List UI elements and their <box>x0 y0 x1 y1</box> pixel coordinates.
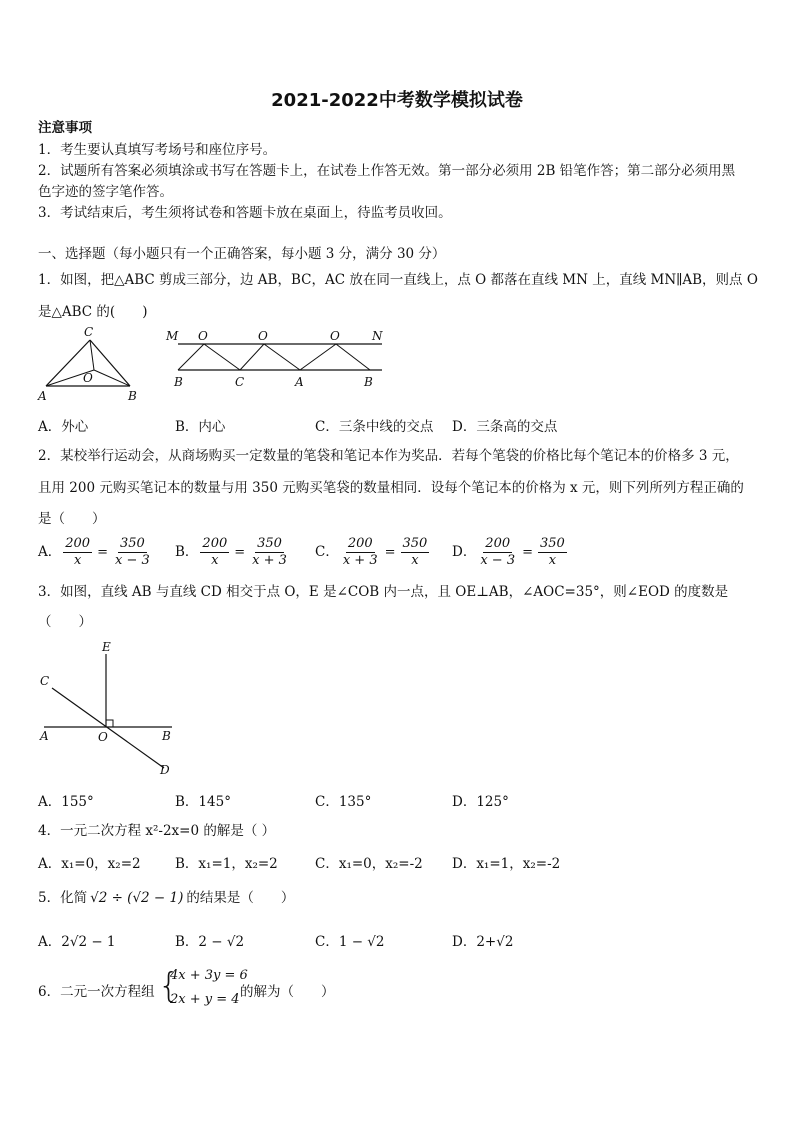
label-O: O <box>258 329 268 343</box>
question-1-line2: 是△ABC 的( ) <box>38 304 148 320</box>
label-E: E <box>102 640 111 654</box>
question-2-line1: 2．某校举行运动会，从商场购买一定数量的笔袋和笔记本作为奖品．若每个笔袋的价格比每个笔记本的价格多 3 元， <box>38 448 739 464</box>
math-expression: √2 ÷ (√2 − 1) <box>90 890 184 906</box>
question-5: 5．化简 √2 ÷ (√2 − 1) 的结果是（ ） <box>38 890 295 906</box>
line-figure <box>160 324 400 392</box>
option-d: D． $\frac{200}{x - 3}$ = $\frac{350}{x}$ <box>452 536 565 568</box>
question-6-pre: 6．二元一次方程组 <box>38 984 155 1000</box>
label-O: O <box>98 730 108 744</box>
option-c: C．1 − √2 <box>315 934 385 950</box>
label-A: A <box>295 375 304 389</box>
label-O: O <box>330 329 340 343</box>
label-M: M <box>166 329 179 343</box>
label-D: D <box>160 763 170 777</box>
question-2-line3: 是（ ） <box>38 511 106 527</box>
label-B: B <box>364 375 373 389</box>
notice-heading: 注意事项 <box>38 120 92 136</box>
option-b: B．145° <box>175 794 231 810</box>
question-3-line2: （ ） <box>38 614 92 630</box>
notice-item: 色字迹的签字笔作答。 <box>38 184 173 200</box>
label-C: C <box>40 674 50 688</box>
notice-item: 2．试题所有答案必须填涂或书写在答题卡上，在试卷上作答无效。第一部分必须用 2B 铅笔作答；第二部分必须用黑 <box>38 163 736 179</box>
option-c: C．135° <box>315 794 372 810</box>
option-b: B．2 − √2 <box>175 934 245 950</box>
option-a: A．155° <box>38 794 94 810</box>
question-4: 4．一元二次方程 x²-2x=0 的解是（ ） <box>38 823 276 839</box>
question-6-post: 的解为（ ） <box>240 984 335 1000</box>
option-b: B．内心 <box>175 419 226 435</box>
label-O: O <box>83 371 93 385</box>
option-c: C．x₁=0，x₂=-2 <box>315 856 423 872</box>
label-B: B <box>162 729 171 743</box>
label-N: N <box>372 329 383 343</box>
question-1-line1: 1．如图，把△ABC 剪成三部分，边 AB，BC，AC 放在同一直线上，点 O 都落在直线 MN 上，直线 MN∥AB，则点 O <box>38 272 758 288</box>
option-b: B． $\frac{200}{x}$ = $\frac{350}{x + 3}$ <box>175 536 287 568</box>
option-a: A． $\frac{200}{x}$ = $\frac{350}{x - 3}$ <box>38 536 150 568</box>
question-2-line2: 且用 200 元购买笔记本的数量与用 350 元购买笔袋的数量相同．设每个笔记本的价格为 x 元，则下列所列方程正确的 <box>38 480 744 496</box>
option-d: D．125° <box>452 794 509 810</box>
option-d: D．2+√2 <box>452 934 514 950</box>
label-O: O <box>198 329 208 343</box>
triangle-figure <box>34 324 144 404</box>
option-c: C． $\frac{200}{x + 3}$ = $\frac{350}{x}$ <box>315 536 428 568</box>
label-A: A <box>40 729 49 743</box>
option-d: D．三条高的交点 <box>452 419 558 435</box>
label-A: A <box>38 389 47 403</box>
equation-2: 2x + y = 4 <box>170 992 240 1007</box>
equation-1: 4x + 3y = 6 <box>170 968 248 983</box>
option-a: A．x₁=0，x₂=2 <box>38 856 141 872</box>
label-B: B <box>128 389 137 403</box>
label-C: C <box>235 375 245 389</box>
option-b: B．x₁=1，x₂=2 <box>175 856 278 872</box>
label-B: B <box>174 375 183 389</box>
label-C: C <box>84 325 94 339</box>
section-heading: 一、选择题（每小题只有一个正确答案，每小题 3 分，满分 30 分） <box>38 246 446 262</box>
option-c: C．三条中线的交点 <box>315 419 434 435</box>
option-d: D．x₁=1，x₂=-2 <box>452 856 561 872</box>
option-a: A．2√2 − 1 <box>38 934 116 950</box>
page-title: 2021-2022中考数学模拟试卷 <box>271 90 523 111</box>
notice-item: 1．考生要认真填写考场号和座位序号。 <box>38 142 277 158</box>
option-a: A．外心 <box>38 419 89 435</box>
notice-item: 3．考试结束后，考生须将试卷和答题卡放在桌面上，待监考员收回。 <box>38 205 452 221</box>
angle-figure <box>34 640 184 780</box>
brace-icon: { <box>158 966 180 1006</box>
question-3-line1: 3．如图，直线 AB 与直线 CD 相交于点 O，E 是∠COB 内一点，且 OE⊥AB，∠AOC=35°，则∠EOD 的度数是 <box>38 584 729 600</box>
